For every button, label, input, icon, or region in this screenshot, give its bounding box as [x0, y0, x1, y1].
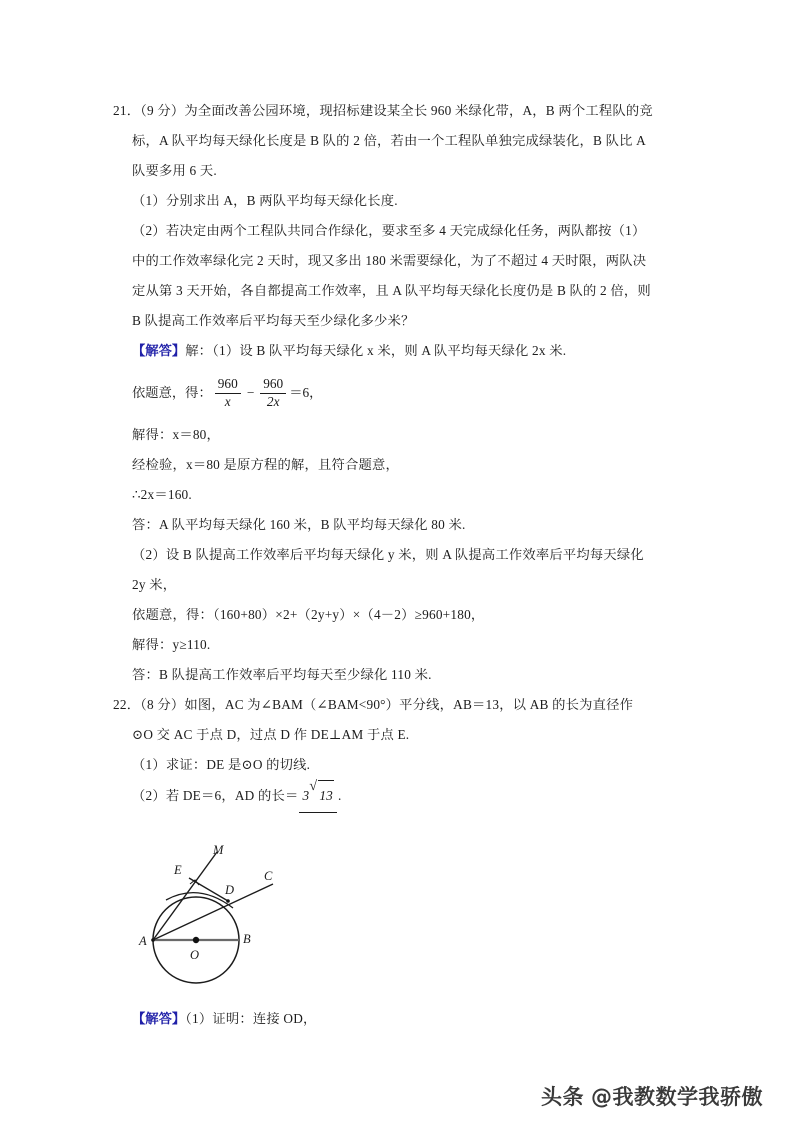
problem-22-answer-block	[113, 1004, 679, 1034]
problem-22-stem-line-1	[113, 690, 679, 720]
problem-22-number: 22	[113, 697, 127, 712]
problem-22-stem-line-2: ⊙O 交 AC 于点 D，过点 D 作 DE⊥AM 于点 E.	[132, 727, 410, 742]
label-D: D	[225, 883, 235, 897]
label-C: C	[264, 869, 273, 883]
problem-21-answer-line-5: 答：A 队平均每天绿化 160 米，B 队平均每天绿化 80 米.	[132, 517, 466, 532]
problem-22-stem-text-1: 如图，AC 为∠BAM（∠BAM<90°）平分线，AB＝13，以 AB 的长为直径作	[184, 697, 634, 712]
blank-radicand: 13	[318, 780, 334, 811]
problem-21-points: （9 分）	[140, 103, 185, 118]
problem-21-stem-text-1: 为全面改善公园环境，现招标建设某全长 960 米绿化带，A，B 两个工程队的竞	[184, 103, 653, 118]
problem-21-answer2-line-3: 依题意，得：（160+80）×2+（2y+y）×（4－2）≥960+180，	[132, 607, 485, 622]
problem-21-answer2-line-5: 答：B 队提高工作效率后平均每天至少绿化 110 米.	[132, 667, 432, 682]
problem-21-answer-line-2: 解得：x＝80，	[132, 427, 221, 442]
problem-22-sub-2-prefix: （2）若 DE＝6，AD 的长＝	[132, 788, 299, 803]
fraction-960-over-x	[215, 377, 241, 409]
problem-21-sub-2-line-1: （2）若决定由两个工程队共同合作绿化，要求至多 4 天完成绿化任务，两队都按（1）	[132, 223, 646, 238]
ray-AM	[153, 852, 217, 940]
problem-22-answer-line-1	[113, 1004, 679, 1034]
equation-right-side: ＝6	[289, 385, 310, 400]
fraction-2-numerator: 960	[260, 377, 286, 393]
problem-21-equation	[113, 366, 679, 420]
problem-22-sub-2	[113, 780, 679, 813]
problem-21-stem-line-2: 标，A 队平均每天绿化长度是 B 队的 2 倍，若由一个工程队单独完成绿装化，B 队比 A	[132, 133, 646, 148]
problem-21-number-dot: ．	[126, 103, 141, 118]
watermark-handle: @我教数学我骄傲	[591, 1085, 763, 1109]
blank-coefficient: 3	[302, 788, 310, 803]
fraction-1-numerator: 960	[215, 377, 241, 393]
problem-21-number: 21	[113, 103, 127, 118]
problem-22-answer-text-1: （1）证明：连接 OD，	[185, 1011, 317, 1026]
problem-21-answer2-line-4: 解得：y≥110.	[132, 637, 211, 652]
problem-21-answer2-line-1: （2）设 B 队提高工作效率后平均每天绿化 y 米，则 A 队提高工作效率后平均每天绿化	[132, 547, 644, 562]
equation-trailing-comma: ，	[309, 385, 323, 400]
document-content	[113, 96, 679, 813]
fraction-1-denominator: x	[224, 393, 231, 409]
geometry-figure-circle-tangent	[133, 842, 343, 1014]
label-A: A	[139, 934, 147, 948]
problem-21-answer-line-4: ∴2x＝160.	[132, 487, 192, 502]
problem-21-stem-line-3: 队要多用 6 天.	[132, 163, 217, 178]
problem-22-sub-1: （1）求证：DE 是⊙O 的切线.	[132, 757, 311, 772]
radical-sign: √	[309, 779, 318, 794]
square-root-icon	[309, 780, 334, 811]
problem-21-answer-label: 【解答】	[132, 343, 186, 358]
fraction-960-over-2x	[260, 377, 286, 409]
watermark-brand: 头条	[541, 1085, 584, 1109]
point-D-marker	[226, 899, 230, 903]
label-B: B	[243, 932, 251, 946]
problem-21-sub-1: （1）分别求出 A，B 两队平均每天绿化长度.	[132, 193, 398, 208]
label-O: O	[190, 948, 200, 962]
problem-21-sub-2-line-4: B 队提高工作效率后平均每天至少绿化多少米？	[132, 313, 415, 328]
problem-21-stem-line-1	[113, 96, 679, 126]
problem-22-answer-label: 【解答】	[132, 1011, 186, 1026]
label-E: E	[174, 863, 182, 877]
problem-21-sub-2-line-2: 中的工作效率绿化完 2 天时，现又多出 180 米需要绿化，为了不超过 4 天时限，两队决	[132, 253, 647, 268]
problem-21-answer-text-1: 解：（1）设 B 队平均每天绿化 x 米，则 A 队平均每天绿化 2x 米.	[185, 343, 567, 358]
problem-22-number-dot: ．	[126, 697, 141, 712]
answer-blank-AD	[299, 780, 337, 813]
problem-21-answer-line-3: 经检验，x＝80 是原方程的解，且符合题意，	[132, 457, 400, 472]
equation-prefix: 依题意，得：	[132, 385, 212, 400]
watermark	[541, 1076, 771, 1116]
problem-21-answer2-line-2: 2y 米，	[132, 577, 177, 592]
problem-22-sub-2-suffix: .	[338, 788, 342, 803]
problem-21-answer-line-1	[113, 336, 679, 366]
label-M: M	[213, 843, 224, 857]
problem-21-sub-2-line-3: 定从第 3 天开始，各自都提高工作效率，且 A 队平均每天绿化长度仍是 B 队的 2 倍，则	[132, 283, 651, 298]
fraction-2-denominator: 2x	[266, 393, 280, 409]
equation-minus-operator: −	[246, 385, 255, 400]
center-point-O	[193, 937, 199, 943]
problem-22-points: （8 分）	[140, 697, 185, 712]
